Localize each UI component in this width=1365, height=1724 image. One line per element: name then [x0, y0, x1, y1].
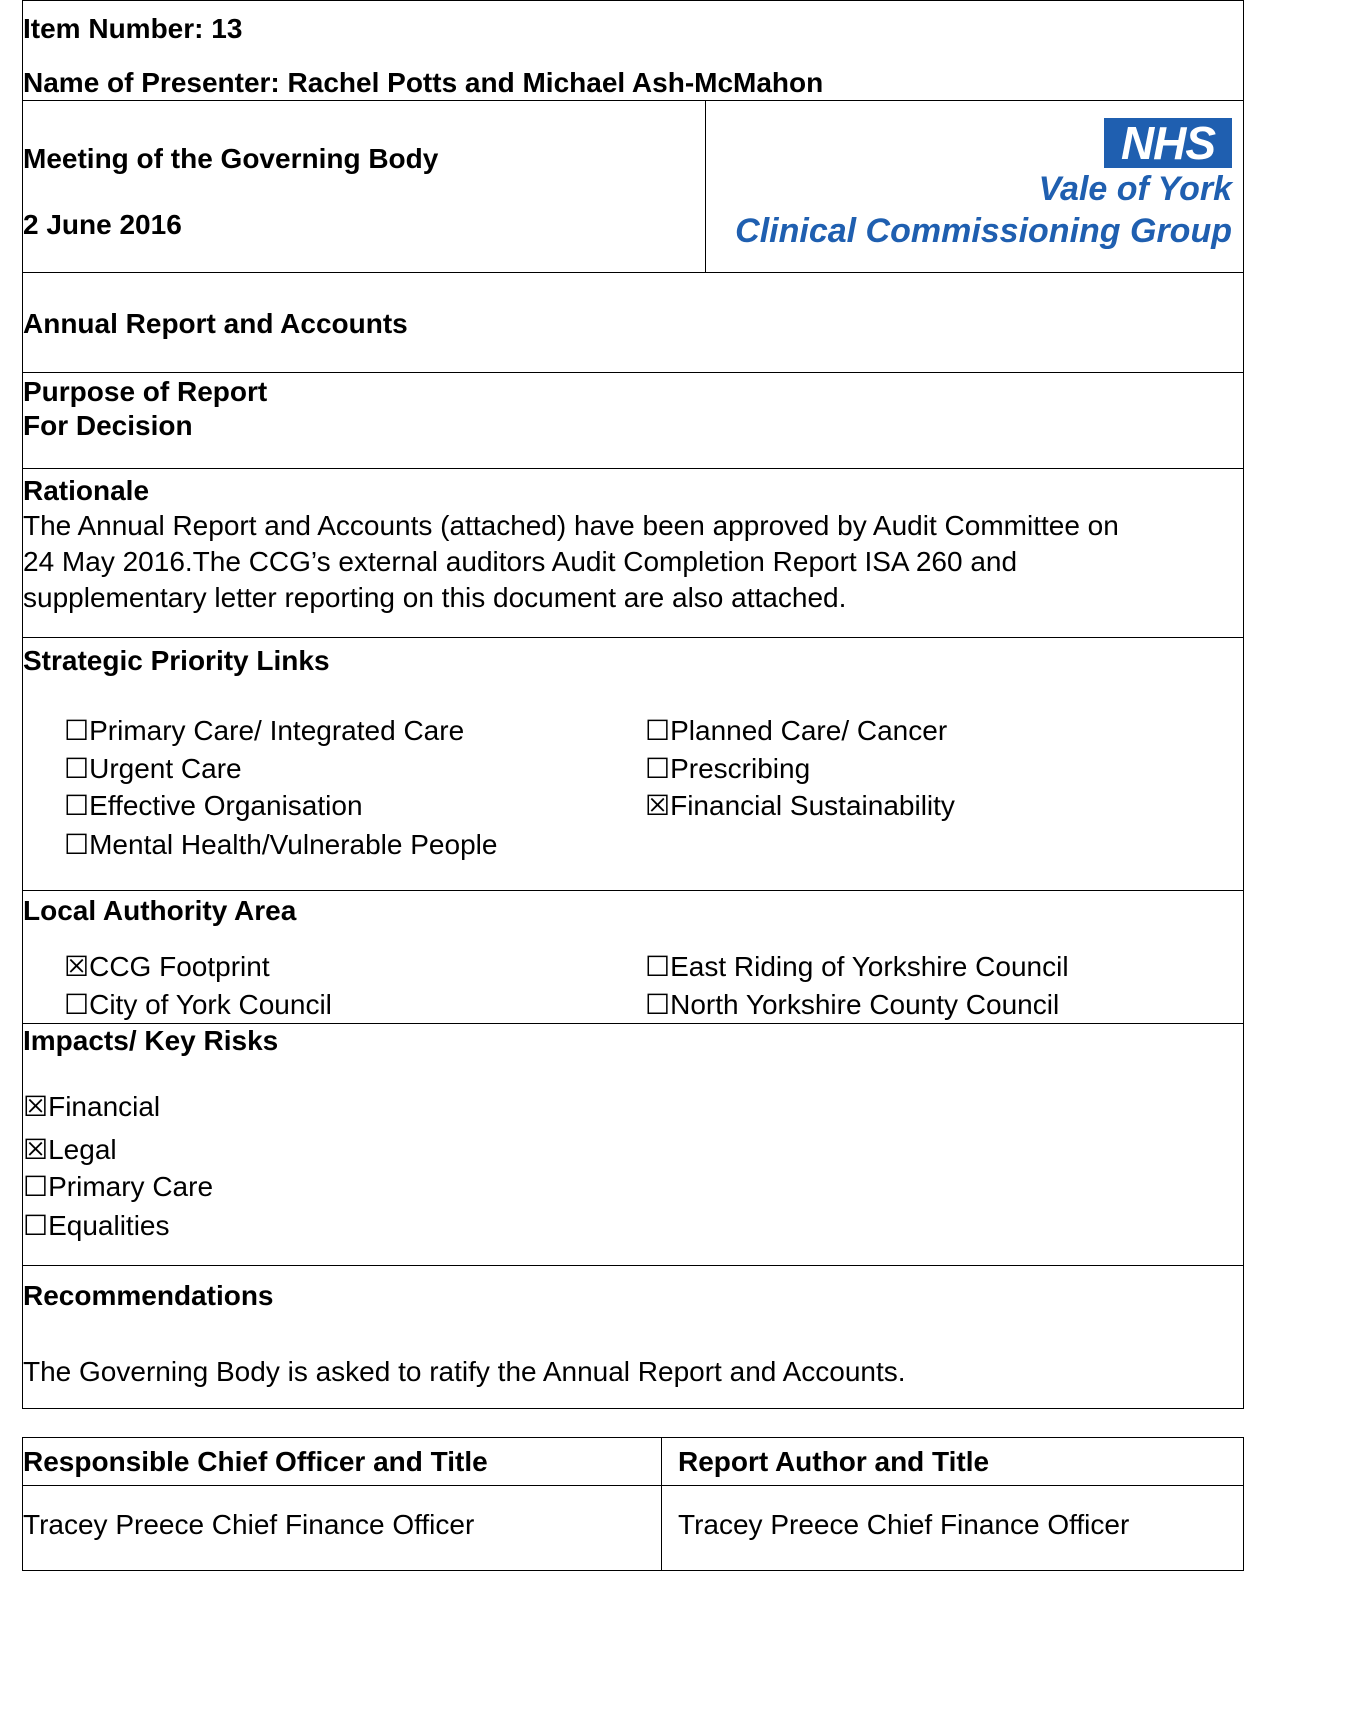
recommendations-heading: Recommendations: [23, 1280, 274, 1311]
checkbox-planned-care[interactable]: ☐Planned Care/ Cancer: [645, 715, 948, 746]
strategic-heading: Strategic Priority Links: [23, 645, 330, 676]
logo-line-2: Clinical Commissioning Group: [735, 212, 1232, 250]
checkbox-city-of-york[interactable]: ☐City of York Council: [64, 989, 332, 1020]
meeting-date: 2 June 2016: [23, 209, 182, 240]
report-author-value: Tracey Preece Chief Finance Officer: [678, 1509, 1130, 1540]
responsible-officer-value: Tracey Preece Chief Finance Officer: [23, 1509, 475, 1540]
purpose-value: For Decision: [23, 410, 193, 441]
item-number: Item Number: 13: [23, 13, 243, 44]
nhs-lozenge: NHS: [1104, 118, 1232, 168]
rationale-line-1: The Annual Report and Accounts (attached) have been approved by Audit Committee on: [23, 510, 1119, 541]
purpose-heading: Purpose of Report: [23, 376, 268, 407]
rationale-line-2: 24 May 2016.The CCG’s external auditors Audit Completion Report ISA 260 and: [23, 546, 1018, 577]
checkbox-financial[interactable]: ☒Financial: [23, 1091, 161, 1122]
checkbox-primary-care[interactable]: ☐Primary Care/ Integrated Care: [64, 715, 465, 746]
officers-divider: [661, 1437, 663, 1571]
rationale-heading: Rationale: [23, 475, 150, 506]
responsible-officer-heading: Responsible Chief Officer and Title: [23, 1446, 488, 1477]
logo-line-1: Vale of York: [1038, 170, 1232, 208]
page-title: Annual Report and Accounts: [23, 308, 408, 339]
checkbox-financial-sustainability[interactable]: ☒Financial Sustainability: [645, 790, 955, 821]
checkbox-mental-health[interactable]: ☐Mental Health/Vulnerable People: [64, 829, 498, 860]
rationale-line-3: supplementary letter reporting on this document are also attached.: [23, 582, 847, 613]
impacts-heading: Impacts/ Key Risks: [23, 1025, 279, 1056]
meeting-divider: [705, 100, 707, 273]
local-authority-heading: Local Authority Area: [23, 895, 297, 926]
presenter: Name of Presenter: Rachel Potts and Michael Ash-McMahon: [23, 67, 824, 98]
recommendations-text: The Governing Body is asked to ratify the Annual Report and Accounts.: [23, 1356, 906, 1387]
checkbox-urgent-care[interactable]: ☐Urgent Care: [64, 753, 242, 784]
checkbox-primary-care-impact[interactable]: ☐Primary Care: [23, 1171, 214, 1202]
checkbox-legal[interactable]: ☒Legal: [23, 1134, 117, 1165]
checkbox-effective-organisation[interactable]: ☐Effective Organisation: [64, 790, 363, 821]
checkbox-ccg-footprint[interactable]: ☒CCG Footprint: [64, 951, 270, 982]
nhs-logo: [722, 118, 1232, 258]
checkbox-equalities[interactable]: ☐Equalities: [23, 1210, 170, 1241]
checkbox-north-yorkshire[interactable]: ☐North Yorkshire County Council: [645, 989, 1060, 1020]
report-author-heading: Report Author and Title: [678, 1446, 990, 1477]
checkbox-east-riding[interactable]: ☐East Riding of Yorkshire Council: [645, 951, 1069, 982]
impacts-box: [22, 1023, 1244, 1266]
checkbox-prescribing[interactable]: ☐Prescribing: [645, 753, 811, 784]
meeting-name: Meeting of the Governing Body: [23, 143, 439, 174]
